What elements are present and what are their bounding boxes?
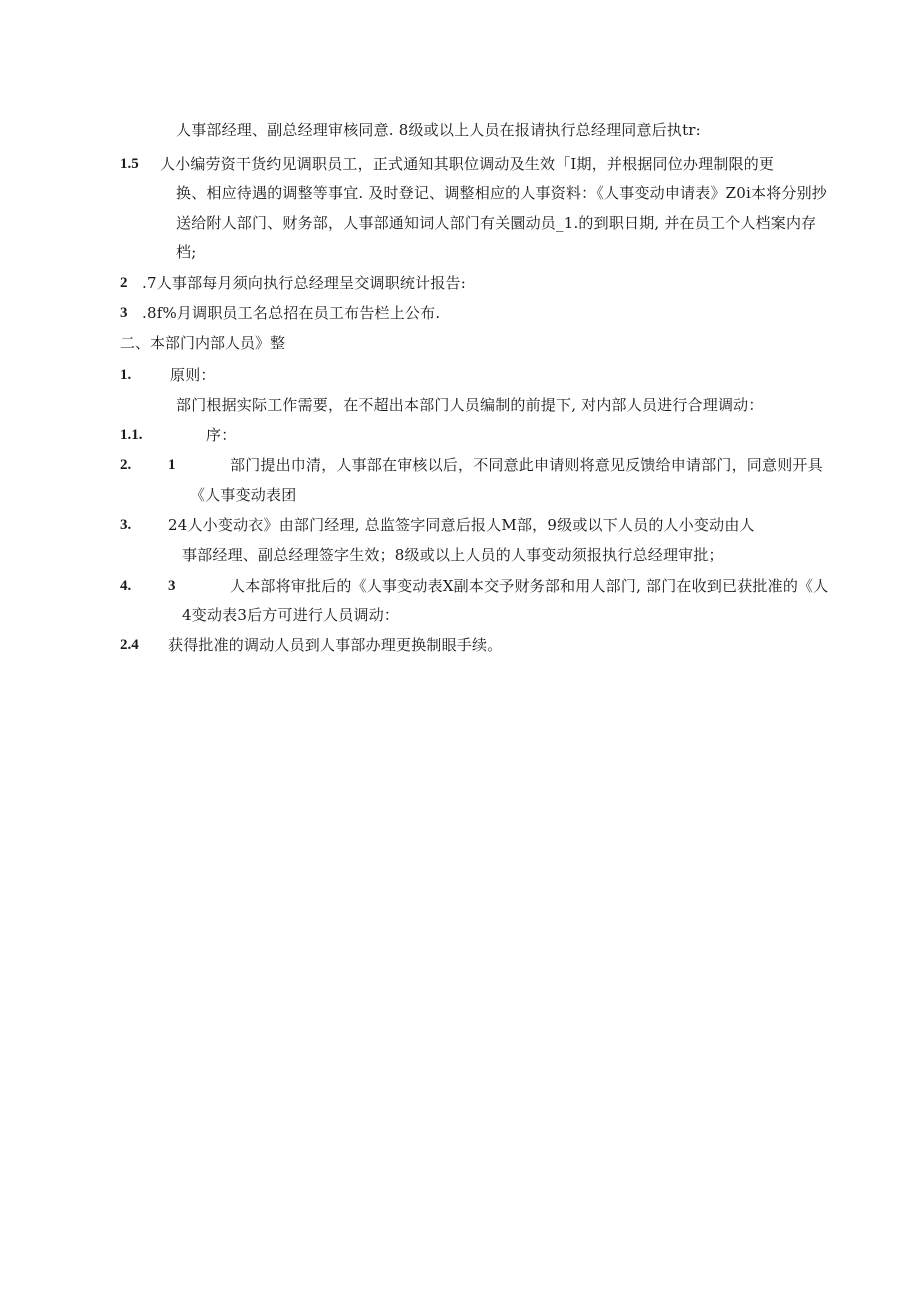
item-number-2: 2.: [120, 457, 132, 473]
text-line-6: .7人事部每月须向执行总经理呈交调职统计报告:: [142, 274, 466, 292]
text-line-12: 部门提出巾清，人事部在审核以后，不同意此申请则将意见反馈给申请部门，同意则开具: [230, 456, 823, 474]
text-line-5: 档;: [176, 243, 197, 261]
item-number-1: 1.: [120, 367, 132, 383]
section-number-2: 2: [120, 275, 128, 291]
step-number-1: 1: [168, 457, 176, 473]
text-line-16: 人本部将审批后的《人事变动表X副本交予财务部和用人部门, 部门在收到已获批准的《人: [230, 577, 829, 595]
section-heading: 二、本部门内部人员》整: [120, 334, 286, 352]
text-line-3: 换、相应待遇的调整等事宜. 及时登记、调整相应的人事资料：《人事变动申请表》Z0i本将分别抄: [176, 184, 828, 202]
text-line-11: 序：: [206, 426, 237, 444]
item-number-1-1: 1.1.: [120, 427, 143, 443]
text-line-7: .8f%月调职员工名总招在员工布告栏上公布.: [142, 304, 441, 322]
text-line-4: 送给附人部门、财务部，人事部通知词人部门有关圜动员_1.的到职日期, 并在员工个人档案内存: [176, 214, 817, 232]
section-number-3: 3: [120, 305, 128, 321]
text-line-1: 人事部经理、副总经理审核同意. 8级或以上人员在报请执行总经理同意后执tr:: [176, 121, 701, 139]
text-line-17: 4变动表3后方可进行人员调动：: [182, 606, 400, 624]
item-number-2-4: 2.4: [120, 637, 139, 653]
text-line-10: 部门根据实际工作需要，在不超出本部门人员编制的前提下, 对内部人员进行合理调动：: [176, 396, 764, 414]
item-number-3: 3.: [120, 517, 132, 533]
section-number-1-5: 1.5: [120, 156, 139, 172]
item-number-4: 4.: [120, 578, 132, 594]
text-line-14: 24人小变动衣》由部门经理, 总监签字同意后报人M部，9级或以下人员的人小变动由人: [168, 516, 755, 534]
step-number-3: 3: [168, 578, 176, 594]
text-line-18: 获得批准的调动人员到人事部办理更换制眼手续。: [168, 636, 503, 654]
text-line-2: 人小编劳资干货约见调职员工，正式通知其职位调动及生效「I期，并根据同位办理制限的更: [160, 155, 775, 173]
text-line-13: 《人事变动表团: [190, 486, 297, 504]
text-line-15: 事部经理、副总经理签字生效；8级或以上人员的人事变动须报执行总经理审批；: [182, 546, 724, 564]
text-line-9: 原则：: [170, 366, 216, 384]
